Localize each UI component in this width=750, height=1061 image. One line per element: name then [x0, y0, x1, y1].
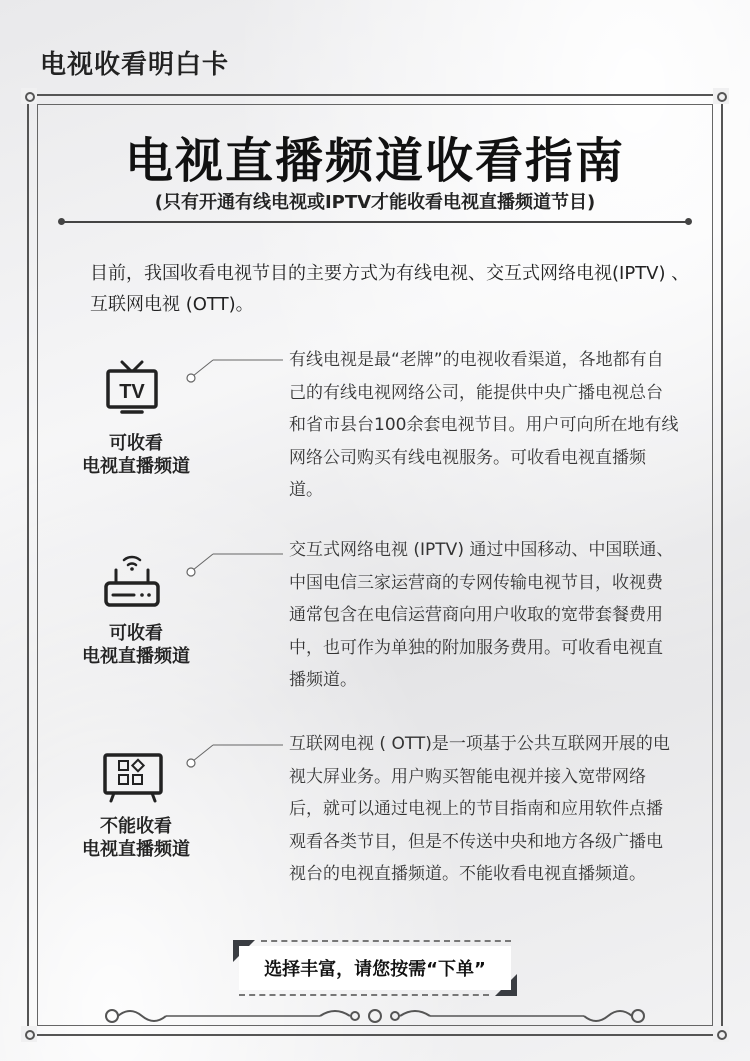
item-description-cable: 有线电视是最“老牌”的电视收看渠道，各地都有自己的有线电视网络公司，能提供中央广播电视总台和省市县台100余套电视节目。用户可向所在地有线网络公司购买有线电视服务。可收看电视直播频道。: [289, 350, 679, 500]
label-line: 可收看: [109, 623, 163, 644]
page-subtitle: (只有开通有线电视或IPTV才能收看电视直播频道节目): [154, 192, 596, 213]
item-description-iptv: 交互式网络电视 (IPTV) 通过中国移动、中国联通、中国电信三家运营商的专网传输电视节目，收视费通常包含在电信运营商向用户收取的宽带套餐费用中，也可作为单独的附加服务费用。可收看电视直播频道。: [289, 540, 674, 690]
label-line: 电视直播频道: [82, 646, 190, 667]
label-line: 不能收看: [100, 816, 172, 837]
cta-banner: [233, 940, 517, 996]
connector-line: [183, 546, 283, 580]
label-line: 电视直播频道: [82, 839, 190, 860]
item-description-ott: 互联网电视 ( OTT)是一项基于公共互联网开展的电视大屏业务。用户购买智能电视并接入宽带网络后，就可以通过电视上的节目指南和应用软件点播观看各类节目，但是不传送中央和地方各级广播电视台的电视直播频道。不能收看电视直播频道。: [289, 734, 670, 884]
connector-line: [183, 737, 283, 771]
header-title: 电视收看明白卡: [40, 50, 230, 80]
item-label-ott: [46, 815, 226, 861]
connector-line: [183, 352, 283, 386]
cta-text: 选择丰富，请您按需“下单”: [239, 946, 511, 990]
label-line: 电视直播频道: [82, 456, 190, 477]
label-line: 可收看: [109, 433, 163, 454]
item-label-cable: [46, 432, 226, 478]
frame-corner-ornament: [21, 88, 37, 104]
page-title: 电视直播频道收看指南: [124, 133, 625, 189]
tv-icon: [104, 360, 160, 414]
frame-corner-ornament: [21, 1026, 37, 1042]
tv-icon-text: TV: [119, 381, 145, 403]
frame-corner-ornament: [713, 1026, 729, 1042]
intro-paragraph: 目前，我国收看电视节目的主要方式为有线电视、交互式网络电视(IPTV) 、互联网电视 (OTT)。: [90, 263, 690, 315]
frame-corner-ornament: [713, 88, 729, 104]
cta-dash-line: [239, 994, 489, 996]
bottom-ornament: [100, 1002, 650, 1032]
smart-tv-apps-icon: [102, 752, 164, 804]
item-label-iptv: [46, 622, 226, 668]
cta-dash-line: [261, 940, 511, 942]
router-icon: [102, 550, 162, 610]
title-divider: [62, 221, 688, 223]
